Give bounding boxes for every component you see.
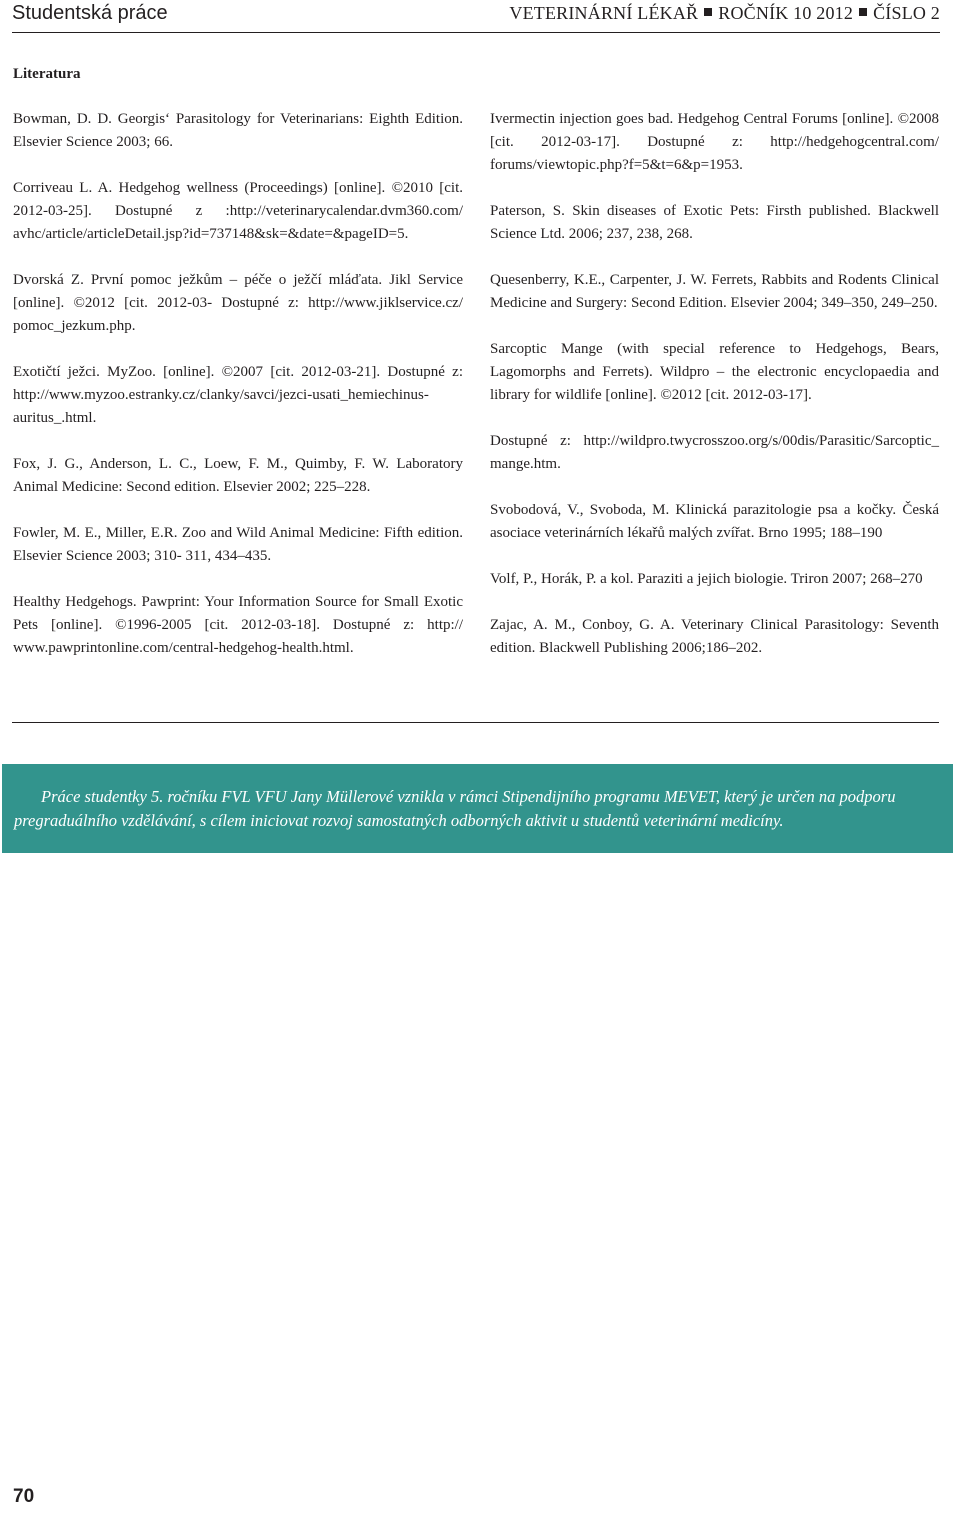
reference-item: Sarcoptic Mange (with special reference to Hedgehogs, Bears, Lagomorphs and Ferrets). Wildpro – the electronic encyclopaedia and library for wildlife [online]. ©2012 [cit. 2012-03-17].	[490, 341, 939, 403]
reference-item: Exotičtí ježci. MyZoo. [online]. ©2007 [cit. 2012-03-21]. Dostupné z: http://www.myzoo.estranky.cz/clanky/savci/jezci-usati_hemiechinus-auritus_.html.	[13, 364, 463, 426]
reference-item: Dvorská Z. První pomoc ježkům – péče o ježčí mláďata. Jikl Service [online]. ©2012 [cit. 2012-03- Dostupné z: http://www.jiklservice.cz/ pomoc_jezkum.php.	[13, 272, 463, 334]
funding-note-box	[2, 764, 953, 853]
square-bullet-icon	[859, 8, 867, 16]
journal-name: VETERINÁRNÍ LÉKAŘ	[509, 3, 699, 23]
reference-item: Ivermectin injection goes bad. Hedgehog Central Forums [online]. ©2008 [cit. 2012-03-17]. Dostupné z: http://hedgehogcentral.com/ forums/viewtopic.php?f=5&t=6&p=1953.	[490, 111, 939, 173]
reference-item: Healthy Hedgehogs. Pawprint: Your Information Source for Small Exotic Pets [online]. ©1996-2005 [cit. 2012-03-18]. Dostupné z: http:// www.pawprintonline.com/central-hedgehog-health.html.	[13, 594, 463, 656]
section-title: Studentská práce	[12, 2, 168, 24]
section-divider	[12, 722, 939, 723]
page-number: 70	[13, 1486, 35, 1507]
references-right-column	[490, 108, 939, 683]
page-header	[12, 0, 940, 33]
reference-item: Svobodová, V., Svoboda, M. Klinická parazitologie psa a kočky. Česká asociace veterinárních lékařů malých zvířat. Brno 1995; 188–190	[490, 502, 939, 541]
journal-year: 2012	[816, 3, 854, 23]
reference-item: Dostupné z: http://wildpro.twycrosszoo.org/s/00dis/Parasitic/Sarcoptic_ mange.htm.	[490, 433, 939, 472]
reference-item: Zajac, A. M., Conboy, G. A. Veterinary Clinical Parasitology: Seventh edition. Blackwell Publishing 2006;186–202.	[490, 617, 939, 656]
square-bullet-icon	[704, 8, 712, 16]
reference-item: Volf, P., Horák, P. a kol. Paraziti a jejich biologie. Triron 2007; 268–270	[490, 571, 923, 587]
literature-heading: Literatura	[13, 66, 81, 82]
references-left-column	[13, 108, 463, 683]
reference-item: Fox, J. G., Anderson, L. C., Loew, F. M., Quimby, F. W. Laboratory Animal Medicine: Second edition. Elsevier 2002; 225–228.	[13, 456, 463, 495]
reference-item: Bowman, D. D. Georgis‘ Parasitology for Veterinarians: Eighth Edition. Elsevier Science 2003; 66.	[13, 111, 463, 150]
journal-issue: ČÍSLO 2	[873, 3, 940, 23]
reference-item: Corriveau L. A. Hedgehog wellness (Proceedings) [online]. ©2010 [cit. 2012-03-25]. Dostupné z :http://veterinarycalendar.dvm360.com/ avhc/article/articleDetail.jsp?id=737148&sk=&date=&pageID=5.	[13, 180, 463, 242]
journal-volume: ROČNÍK 10	[718, 3, 812, 23]
journal-info	[509, 3, 940, 24]
reference-item: Fowler, M. E., Miller, E.R. Zoo and Wild Animal Medicine: Fifth edition. Elsevier Science 2003; 310- 311, 434–435.	[13, 525, 463, 564]
reference-item: Quesenberry, K.E., Carpenter, J. W. Ferrets, Rabbits and Rodents Clinical Medicine and Surgery: Second Edition. Elsevier 2004; 349–350, 249–250.	[490, 272, 939, 311]
funding-note-text: Práce studentky 5. ročníku FVL VFU Jany Müllerové vznikla v rámci Stipendijního programu MEVET, který je určen na podporu pregraduálního vzdělávání, s cílem iniciovat rozvoj samostatných odborných aktivit u studentů veterinární medicíny.	[14, 787, 896, 830]
reference-item: Paterson, S. Skin diseases of Exotic Pets: Firsth published. Blackwell Science Ltd. 2006; 237, 238, 268.	[490, 203, 939, 242]
